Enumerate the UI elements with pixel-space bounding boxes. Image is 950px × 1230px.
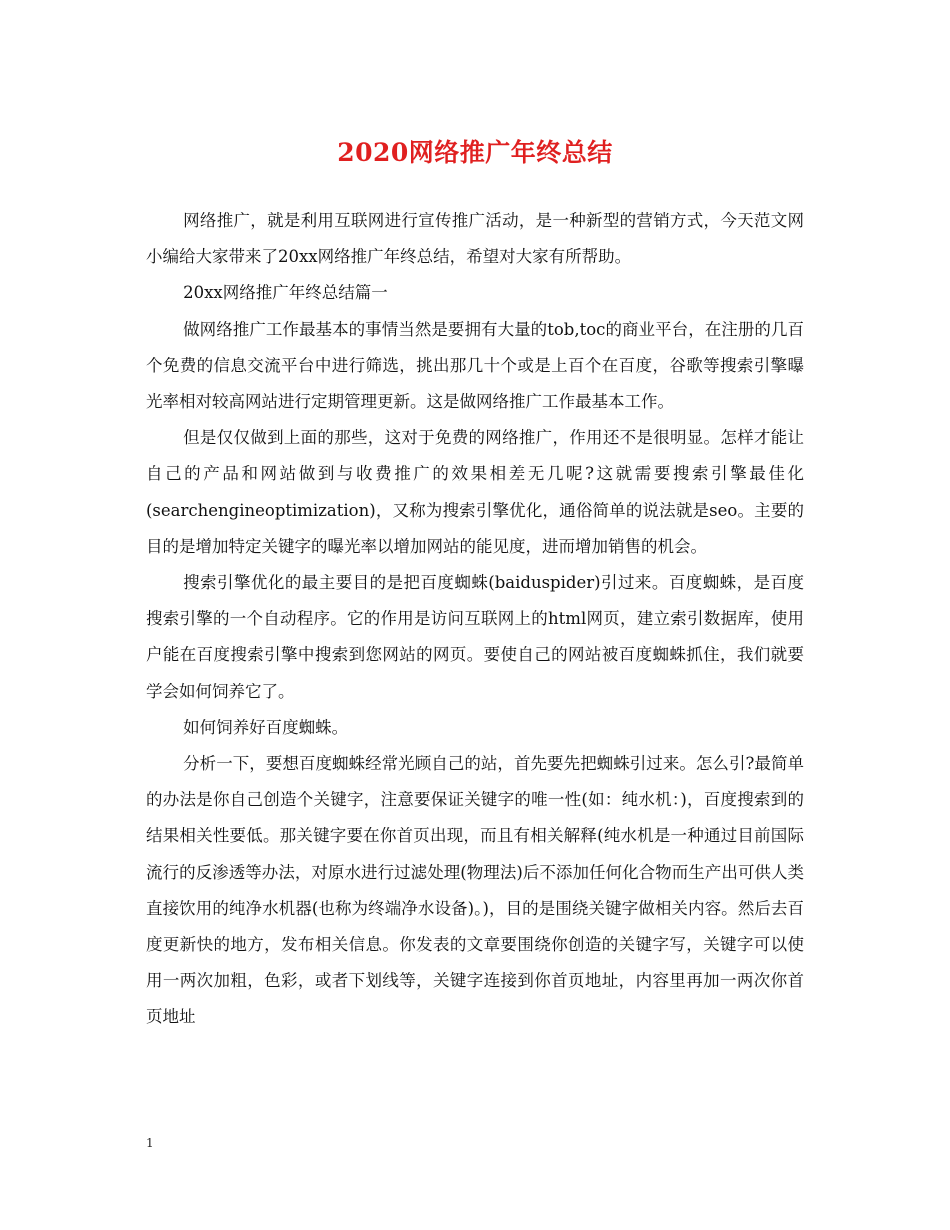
paragraph: 如何饲养好百度蜘蛛。 [183, 717, 349, 737]
paragraph: 搜索引擎优化的最主要目的是把百度蜘蛛(baiduspider)引过来。百度蜘蛛，是百度搜索引擎的一个自动程序。它的作用是访问互联网上的html网页，建立索引数据库，使用户能在百度搜索引擎中搜索到您网站的网页。要使自己的网站被百度蜘蛛抓住，我们就要学会如何饲养它了。 [146, 573, 804, 701]
paragraph: 分析一下，要想百度蜘蛛经常光顾自己的站，首先要先把蜘蛛引过来。怎么引?最简单的办法是你自己创造个关键字，注意要保证关键字的唯一性(如：纯水机：)，百度搜索到的结果相关性要低。那关键字要在你首页出现，而且有相关解释(纯水机是一种通过目前国际流行的反渗透等办法，对原水进行过滤处理(物理法)后不添加任何化合物而生产出可供人类直接饮用的纯净水机器(也称为终端净水设备)。)，目的是围绕关键字做相关内容。然后去百度更新快的地方，发布相关信息。你发表的文章要围绕你创造的关键字写，关键字可以使用一两次加粗，色彩，或者下划线等，关键字连接到你首页地址，内容里再加一两次你首页地址 [146, 754, 804, 1027]
document-title: 2020网络推广年终总结 [337, 138, 613, 167]
section-heading: 20xx网络推广年终总结篇一 [183, 283, 388, 303]
paragraph: 做网络推广工作最基本的事情当然是要拥有大量的tob,toc的商业平台，在注册的几百个免费的信息交流平台中进行筛选，挑出那几十个或是上百个在百度，谷歌等搜索引擎曝光率相对较高网站进行定期管理更新。这是做网络推广工作最基本工作。 [146, 319, 804, 412]
paragraph-intro: 网络推广，就是利用互联网进行宣传推广活动，是一种新型的营销方式，今天范文网小编给大家带来了20xx网络推广年终总结，希望对大家有所帮助。 [146, 211, 804, 267]
page-number: 1 [146, 1136, 154, 1150]
document-body [146, 203, 804, 1036]
paragraph: 但是仅仅做到上面的那些，这对于免费的网络推广，作用还不是很明显。怎样才能让自己的产品和网站做到与收费推广的效果相差无几呢?这就需要搜索引擎最佳化(searchengineoptimization)，又称为搜索引擎优化，通俗简单的说法就是seo。主要的目的是增加特定关键字的曝光率以增加网站的能见度，进而增加销售的机会。 [146, 428, 804, 556]
